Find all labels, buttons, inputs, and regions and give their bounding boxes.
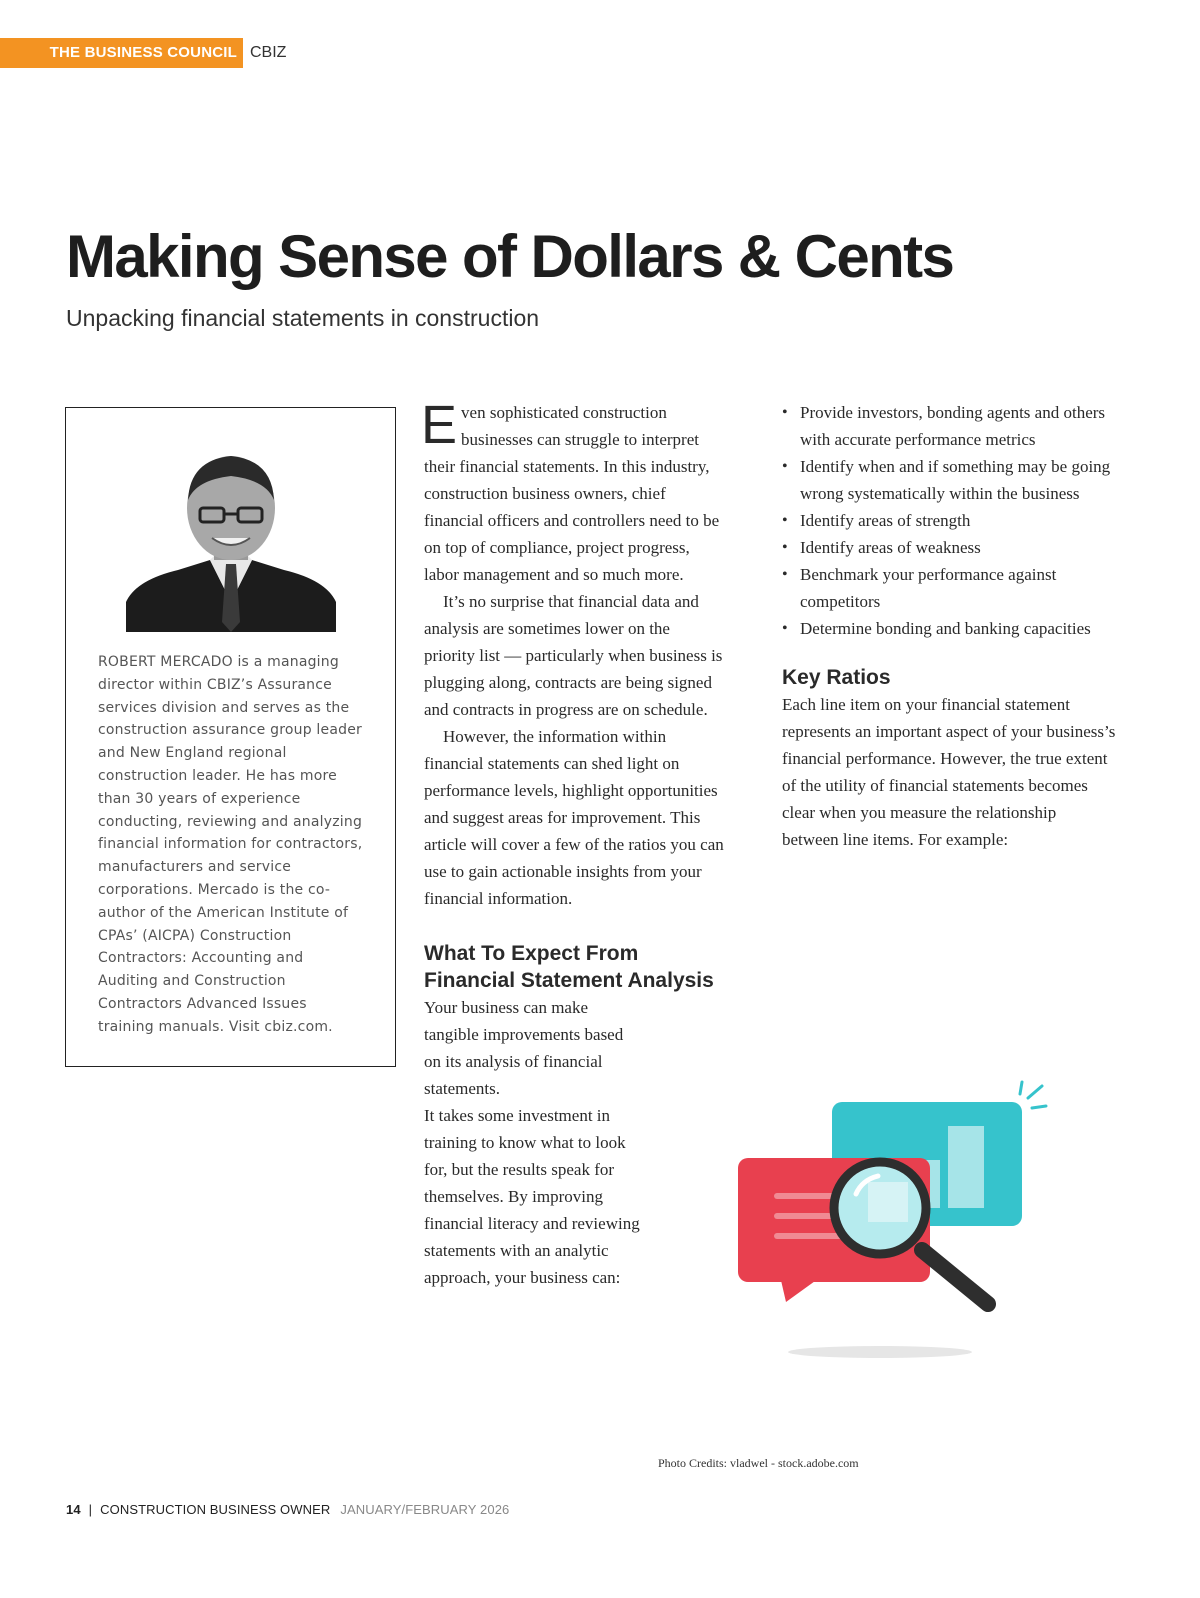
body-paragraph: It takes some investment in training to know what to look for, but the results speak for themselves. By improving financial literacy and reviewing statements with an analytic approach, your business can:	[424, 1106, 640, 1287]
photo-credit: Photo Credits: vladwel - stock.adobe.com	[658, 1456, 859, 1470]
intro-text: ven sophisticated construction businesses can struggle to interpret their financial statements. In this industry, construction business owners, chief financial officers and controllers need to be on top of compliance, project progress, labor management and so much more.	[424, 403, 720, 584]
intro-paragraph	[421, 395, 724, 588]
section-brand: CBIZ	[250, 44, 287, 61]
list-item: • Benchmark your performance against competitors	[782, 561, 1117, 615]
body-paragraph: It’s no surprise that financial data and analysis are sometimes lower on the priority list — particularly when business is plugging along, contracts are being signed and contracts in progress are on schedule.	[424, 592, 723, 719]
article-title: Making Sense of Dollars & Cents	[66, 223, 954, 290]
body-column-middle	[421, 395, 724, 1291]
section-heading-expect: What To Expect From Financial Statement Analysis	[424, 942, 714, 992]
section-heading-key-ratios: Key Ratios	[782, 666, 891, 689]
body-column-right	[782, 399, 1117, 853]
article-subtitle: Unpacking financial statements in construction	[66, 305, 540, 331]
list-item: • Provide investors, bonding agents and others with accurate performance metrics	[782, 399, 1117, 453]
page-footer	[66, 1502, 509, 1517]
author-box	[65, 407, 396, 1067]
body-paragraph: However, the information within financial statements can shed light on performance levels, highlight opportunities and suggest areas for improvement. This article will cover a few of the ratios you can use to gain actionable insights from your financial information.	[424, 727, 724, 908]
section-tag: THE BUSINESS COUNCIL	[0, 38, 243, 68]
author-bio: ROBERT MERCADO is a managing director within CBIZ’s Assurance services division and serves as the construction assurance group leader and New England regional construction leader. He has more than 30 years of experience conducting, reviewing and analyzing financial information for contractors, manufacturers and service corporations. Mercado is the co-author of the American Institute of CPAs’ (AICPA) Construction Contractors: Accounting and Auditing and Construction Contractors Advanced Issues training manuals. Visit cbiz.com.	[98, 654, 363, 1035]
chat-magnifier-illustration	[730, 1070, 1060, 1370]
issue-date: JANUARY/FEBRUARY 2026	[340, 1502, 510, 1517]
list-item: • Identify areas of strength	[782, 507, 1117, 534]
drop-cap: E	[421, 395, 458, 455]
list-item: • Determine bonding and banking capacities	[782, 615, 1117, 642]
author-headshot	[126, 452, 336, 632]
footer-separator: |	[88, 1502, 93, 1517]
publication-name: CONSTRUCTION BUSINESS OWNER	[100, 1502, 331, 1517]
body-paragraph: Your business can make tangible improvements based on its analysis of financial statements.	[424, 998, 624, 1098]
page-number: 14	[66, 1502, 81, 1517]
benefit-list	[782, 399, 1117, 642]
list-item: • Identify when and if something may be going wrong systematically within the business	[782, 453, 1117, 507]
body-paragraph: Each line item on your financial statement represents an important aspect of your business’s financial performance. However, the true extent of the utility of financial statements becomes clear when you measure the relationship between line items. For example:	[782, 695, 1116, 849]
list-item: • Identify areas of weakness	[782, 534, 1117, 561]
